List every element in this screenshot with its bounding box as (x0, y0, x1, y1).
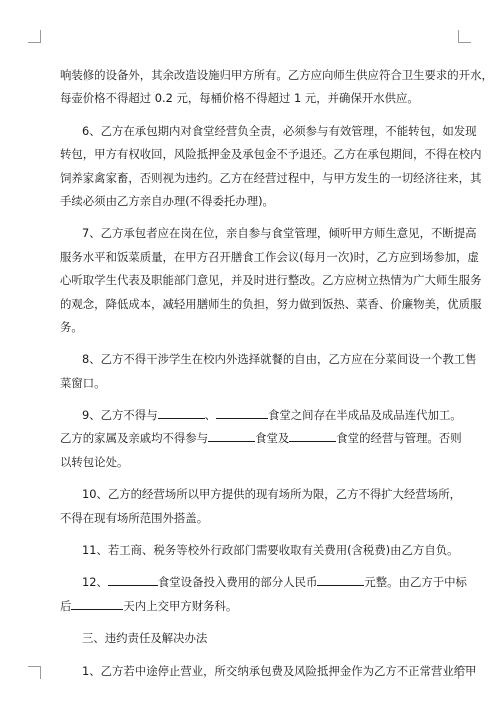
text-line: 务。 (60, 319, 83, 334)
text-line (60, 427, 462, 450)
text-fragment: 天内上交甲方财务科。 (123, 598, 238, 613)
fill-in-blank (216, 407, 268, 419)
text-fragment: 食堂的经营与管理。否则 (336, 431, 462, 446)
text-line (60, 404, 462, 427)
text-fragment: 元整。由乙方于中标 (364, 575, 467, 590)
text-line: 饲养家禽家畜，否则视为违约。乙方在经营过程中，与甲方发生的一切经济往来，其 (60, 170, 482, 185)
text-line (60, 595, 446, 618)
text-fragment: 、 (204, 408, 216, 423)
text-line: 心听取学生代表及职能部门意见，并及时进行整改。乙方应树立热情为广大师生服务 (60, 273, 482, 288)
text-fragment: 乙方的家属及亲戚均不得参与 (60, 431, 209, 446)
text-line: 11、若工商、税务等校外行政部门需要收取有关费用(含税费)由乙方自负。 (82, 543, 459, 558)
text-line: 不得在现有场所范围外搭盖。 (60, 510, 209, 525)
text-line (60, 571, 467, 594)
text-line: 手续必须由乙方亲自办理(不得委托办理)。 (60, 193, 274, 208)
fill-in-blank (317, 574, 364, 586)
text-line: 10、乙方的经营场所以甲方提供的现有场所为限，乙方不得扩大经营场所， (82, 487, 461, 502)
text-fragment: 9、乙方不得与 (82, 408, 158, 423)
text-line: 1、乙方若中途停止营业，所交纳承包费及风险抵押金作为乙方不正常营业给甲 (82, 663, 477, 678)
fill-in-blank (208, 430, 255, 442)
text-line: 6、乙方在承包期内对食堂经营负全责，必须参与有效管理，不能转包，如发现 (82, 123, 477, 138)
text-fragment: 后 (60, 598, 72, 613)
fill-in-blank (289, 430, 336, 442)
text-line: 每壶价格不得超过 0.2 元，每桶价格不得超过 1 元，并确保开水供应。 (60, 91, 419, 106)
fill-in-blank (108, 574, 158, 586)
text-fragment: 食堂设备投入费用的部分人民币 (157, 575, 318, 590)
text-fragment: 食堂及 (255, 431, 290, 446)
crop-mark-top-left (28, 30, 41, 43)
text-line: 7、乙方承包者应在岗在位，亲自参与食堂管理，倾听甲方师生意见，不断提高 (82, 226, 477, 241)
crop-mark-top-right (458, 30, 471, 43)
section-heading: 三、违约责任及解决办法 (82, 631, 208, 646)
fill-in-blank (71, 598, 123, 610)
text-line: 菜窗口。 (60, 375, 106, 390)
text-line: 以转包论处。 (60, 454, 129, 469)
document-body (60, 64, 493, 683)
fill-in-blank (158, 407, 205, 419)
text-line: 响装修的设备外，其余改造设施归甲方所有。乙方应向师生供应符合卫生要求的开水， (60, 68, 493, 82)
text-line: 8、乙方不得干涉学生在校内外选择就餐的自由，乙方应在分菜间设一个教工售 (82, 352, 477, 367)
text-fragment: 食堂之间存在半成品及成品连代加工。 (268, 408, 462, 423)
text-line: 服务水平和饭菜质量，在甲方召开膳食工作会议(每月一次)时，乙方应到场参加，虚 (60, 249, 479, 264)
text-line: 转包，甲方有权收回，风险抵押金及承包金不予退还。乙方在承包期间，不得在校内 (60, 147, 482, 162)
crop-mark-bottom-left (28, 666, 41, 679)
text-line: 的观念，降低成本，减轻用膳师生的负担，努力做到饭热、菜香、价廉物美，优质服 (60, 296, 482, 311)
text-fragment: 12、 (82, 575, 108, 590)
